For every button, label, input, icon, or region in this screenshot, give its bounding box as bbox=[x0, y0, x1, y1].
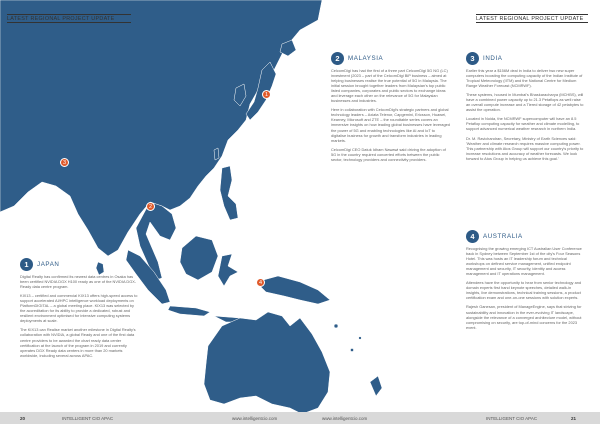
section-title: JAPAN bbox=[37, 261, 60, 268]
paragraph: The KIX13 can Realise market another milestone in Digital Realty's collaboration with NVIDIA, a global Ready and one of the first data centre providers to be awarded the chart ready data center certification at the launch of the program in 2019 and currently operates DGX Ready data centers in more than 20 markets worldwide, including several across APAC. bbox=[20, 327, 136, 358]
page-footer bbox=[0, 412, 600, 424]
section-title: AUSTRALIA bbox=[483, 233, 523, 240]
paragraph: Attendees have the opportunity to hear from senior technology and domain experts first hand keynote speeches, detailed walk-in insights, live demonstrations, technical training sessions, a product certification exam and one-on-one sessions with solution experts. bbox=[466, 280, 582, 301]
landmass-australia bbox=[204, 312, 330, 414]
marker-malaysia: 2 bbox=[146, 202, 155, 211]
paragraph: Rajesh Ganesan, president of ManageEngine, says that striving for sustainability and innovation in the ever-evolving IT landscape, alongside the relevance of a converged architecture model, without compromising on security, are top-of-mind concerns for the 2023 event. bbox=[466, 304, 582, 330]
paragraph: CelcomDigi has had the first of a three part CelcomDigi 5G NG (LC) investment (2023 – part of the CelcomDigi BiP business – aimed at helping businesses realise the true potential of 5G in Malaysia. The initial session brought together leaders from Malaysian's top public listed companies, corporates and public sectors to exchange ideas and leverage each other on the relevance of 5G for Malaysian businesses and industries. bbox=[331, 68, 448, 104]
section-title: INDIA bbox=[483, 55, 503, 62]
magazine-name-left: INTELLIGENT CIO APAC bbox=[62, 415, 114, 421]
paragraph: Located in Noida, the NCMRWF supercomputer will have an 8.5 Petaflop computing capacity for weather and climate modelling, to support advanced numerical weather research in northern India. bbox=[466, 116, 580, 132]
paragraph: Dr. M. Ravichandran, Secretary, Ministry of Earth Sciences said: 'Weather and climate research requires massive computing power. This partnership with Atos Group will support our country's priority to increase resolutions and accuracy of weather forecasts. We look forward to Atos Group in helping us achieve this goal.' bbox=[466, 135, 584, 161]
landmass-new-guinea bbox=[256, 276, 330, 304]
landmass-borneo bbox=[180, 236, 218, 280]
landmass-java bbox=[168, 306, 210, 316]
marker-india: 3 bbox=[60, 158, 69, 167]
paragraph: KIX13 – certified and commercial KIX13 offers high-speed access to support accelerated AI/HPC intelligence workload deployments on PlatformDIGITAL – a global meeting place. KIX13 was selected by the accreditation for its ability to provide a dedicated, robust and resilient environment optimised for intensive computing systems deployments at scale. bbox=[20, 293, 138, 324]
magazine-name-right: INTELLIGENT CIO APAC bbox=[486, 415, 538, 421]
page-number-left: 20 bbox=[20, 415, 26, 421]
malaysia-heading bbox=[331, 52, 383, 65]
page-number-right: 21 bbox=[571, 415, 577, 421]
india-heading bbox=[466, 52, 503, 65]
japan-heading bbox=[20, 258, 59, 271]
section-number: 1 bbox=[20, 258, 33, 271]
landmass-philippines bbox=[220, 166, 238, 220]
australia-heading bbox=[466, 230, 523, 243]
marker-japan: 1 bbox=[262, 90, 271, 99]
landmass-sulawesi bbox=[218, 254, 238, 286]
paragraph: Here in collaboration with CelcomDigi's strategic partners and global technology leaders – Axiata Telenor, Capgemini, Ericsson, Huawei, Kearney, Microsoft and ZTE – the roundtable series covers an immersive insights on how leading global businesses have leveraged the power of 5G and enabling technologies like AI and IoT to digitalise business for growth and transform industries in leading markets. bbox=[331, 107, 450, 143]
section-header-right: LATEST REGIONAL PROJECT UPDATE bbox=[476, 14, 588, 23]
paragraph: Recognising the growing emerging ICT Australian User Conference back in Sydney between September 1st of the city's Four Seasons Hotel. This was hosts an IT leadership forum and technical workshops on defined service management, unified endpoint management and security, IT security, identity and access management and IT operations management. bbox=[466, 246, 582, 277]
island bbox=[350, 348, 353, 351]
landmass-taiwan bbox=[214, 148, 219, 160]
website-url-right[interactable]: www.intelligentcio.com bbox=[322, 415, 368, 421]
section-header-left: LATEST REGIONAL PROJECT UPDATE bbox=[7, 14, 131, 23]
india-text bbox=[466, 68, 586, 165]
paragraph: These systems, housed in Mumbai's Bhaskaracharya (MCHBS), will have a combined power capacity up to 21.3 Petaflops as well raise an overall compute increase and a Tiered storage of 42 petabytes to assist the operation. bbox=[466, 92, 584, 113]
website-url-left[interactable]: www.intelligentcio.com bbox=[232, 415, 278, 421]
marker-australia: 4 bbox=[256, 278, 265, 287]
australia-text bbox=[466, 246, 586, 334]
section-number: 4 bbox=[466, 230, 479, 243]
section-title: MALAYSIA bbox=[348, 55, 384, 62]
paragraph: Earlier this year a $156M deal in India to deliver two new super computers boosting the computing capacity of the Indian Institute of Tropical Meteorology (IITM) and the National Centre for Medium Range Weather Forecast (NCMRWF). bbox=[466, 68, 583, 89]
malaysia-text bbox=[331, 68, 451, 166]
landmass-new-zealand bbox=[370, 376, 382, 396]
paragraph: Digital Realty has confirmed its newest data centres in Osaka has been certified NVIDIA DGX H100 ready as one of the NVIDIA DGX-Ready data centre program. bbox=[20, 274, 137, 290]
section-number: 2 bbox=[331, 52, 344, 65]
japan-text bbox=[20, 274, 138, 362]
section-number: 3 bbox=[466, 52, 479, 65]
paragraph: CelcomDigi CEO Datuk Idham Nawawi said driving the adoption of 5G in the country required concerted efforts between the public sector, technology providers and connectivity providers. bbox=[331, 146, 446, 162]
island bbox=[359, 337, 362, 340]
island bbox=[334, 324, 338, 328]
